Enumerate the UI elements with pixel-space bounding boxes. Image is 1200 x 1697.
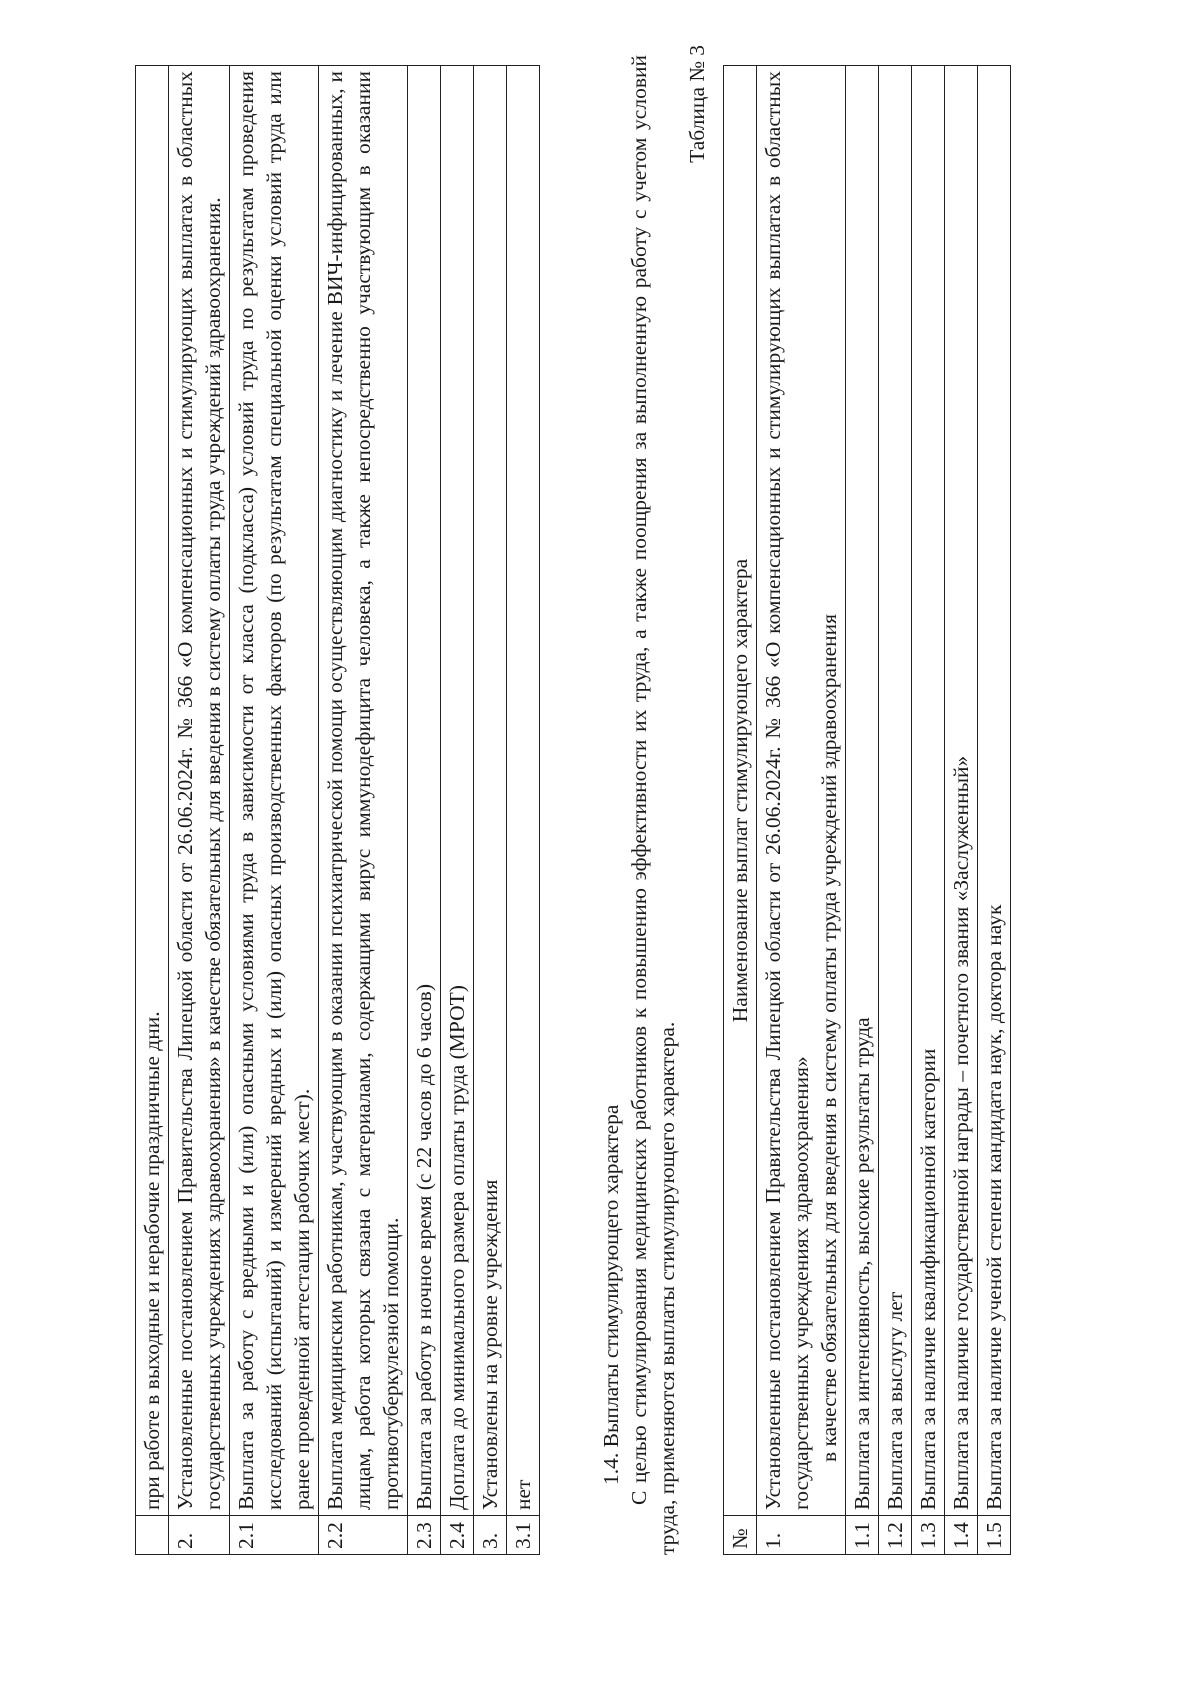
table-row [441,66,474,1555]
table-row [978,66,1011,1555]
table-row [169,66,230,1555]
row-num: 1.5 [978,1516,1011,1555]
table-row [945,66,978,1555]
table-compensation-payments [135,65,540,1555]
header-name: Наименование выплат стимулирующего характера [724,66,757,1516]
row-num: 2.2 [319,1516,408,1555]
row-text: Выплата за наличие ученой степени кандидата наук, доктора наук [978,66,1011,1516]
row-text: при работе в выходные и нерабочие праздничные дни. [136,66,169,1516]
table-row [230,66,319,1555]
row-text: Установленные постановлением Правительства Липецкой области от 26.06.2024г. № 366 «О компенсационных и стимулирующих выплатах в областных государственных учреждениях здравоохранения» в качестве обязательных для введения в систему оплаты труда учреждений здравоохранения. [169,66,230,1516]
row-num: 2.3 [408,1516,441,1555]
table-row [319,66,408,1555]
row-text: Доплата до минимального размера оплаты труда (МРОТ) [441,66,474,1516]
row-text: Выплата за работу в ночное время (с 22 часов до 6 часов) [408,66,441,1516]
row-num [136,1516,169,1555]
table-row [474,66,507,1555]
row-text-line2: в качестве обязательных для введения в систему оплаты труда учреждений здравоохранения [817,613,841,1462]
rotated-document-page [135,35,1006,1555]
table-label: Таблица № 3 [685,45,709,163]
row-num: 1.2 [879,1516,912,1555]
row-text: Выплата медицинским работникам, участвующим в оказании психиатрической помощи осуществляющим диагностику и лечение ВИЧ-инфицированных, и лицам, работа которых связана с материалами, содержащими вирус иммунодефицита человека, а также непосредственно участвующим в оказании противотуберкулезной помощи. [319,66,408,1516]
row-text: нет [507,66,540,1516]
row-text: Выплата за наличие государственной награды – почетного звания «Заслуженный» [945,66,978,1516]
row-num: 1.3 [912,1516,945,1555]
header-num: № [724,1516,757,1555]
row-text: Установлены на уровне учреждения [474,66,507,1516]
table-row [757,66,846,1555]
row-num: 3. [474,1516,507,1555]
row-text: Выплата за работу с вредными и (или) опасными условиями труда в зависимости от класса (подкласса) условий труда по результатам проведения исследований (испытаний) и измерений вредных и (или) опасных производственных факторов (по результатам специальной оценки условий труда или ранее проведенной аттестации рабочих мест). [230,66,319,1516]
table-row [912,66,945,1555]
table-row [136,66,169,1555]
table-3-incentive-payments [723,65,1011,1555]
table-row [846,66,879,1555]
row-text: Выплата за выслугу лет [879,66,912,1516]
section-heading: 1.4. Выплаты стимулирующего характера [599,1104,623,1485]
row-num: 2. [169,1516,230,1555]
table-row [408,66,441,1555]
table-header-row [724,66,757,1555]
table-row [507,66,540,1555]
row-num: 1. [757,1516,846,1555]
row-text-line1: Установленные постановлением Правительства Липецкой области от 26.06.2024г. № 366 «О компенсационных и стимулирующих выплатах в областных государственных учреждениях здравоохранения» [761,71,813,1510]
row-text: Выплата за интенсивность, высокие результаты труда [846,66,879,1516]
row-num: 2.1 [230,1516,319,1555]
section-paragraph: С целью стимулирования медицинских работников к повышению эффективности их труда, а также поощрения за выполненную работу с учетом условий труда, применяются выплаты стимулирующего характера. [627,55,679,1555]
row-num: 1.4 [945,1516,978,1555]
row-num: 2.4 [441,1516,474,1555]
row-text: Выплата за наличие квалификационной категории [912,66,945,1516]
row-num: 3.1 [507,1516,540,1555]
row-num: 1.1 [846,1516,879,1555]
row-text [757,66,846,1516]
table-row [879,66,912,1555]
